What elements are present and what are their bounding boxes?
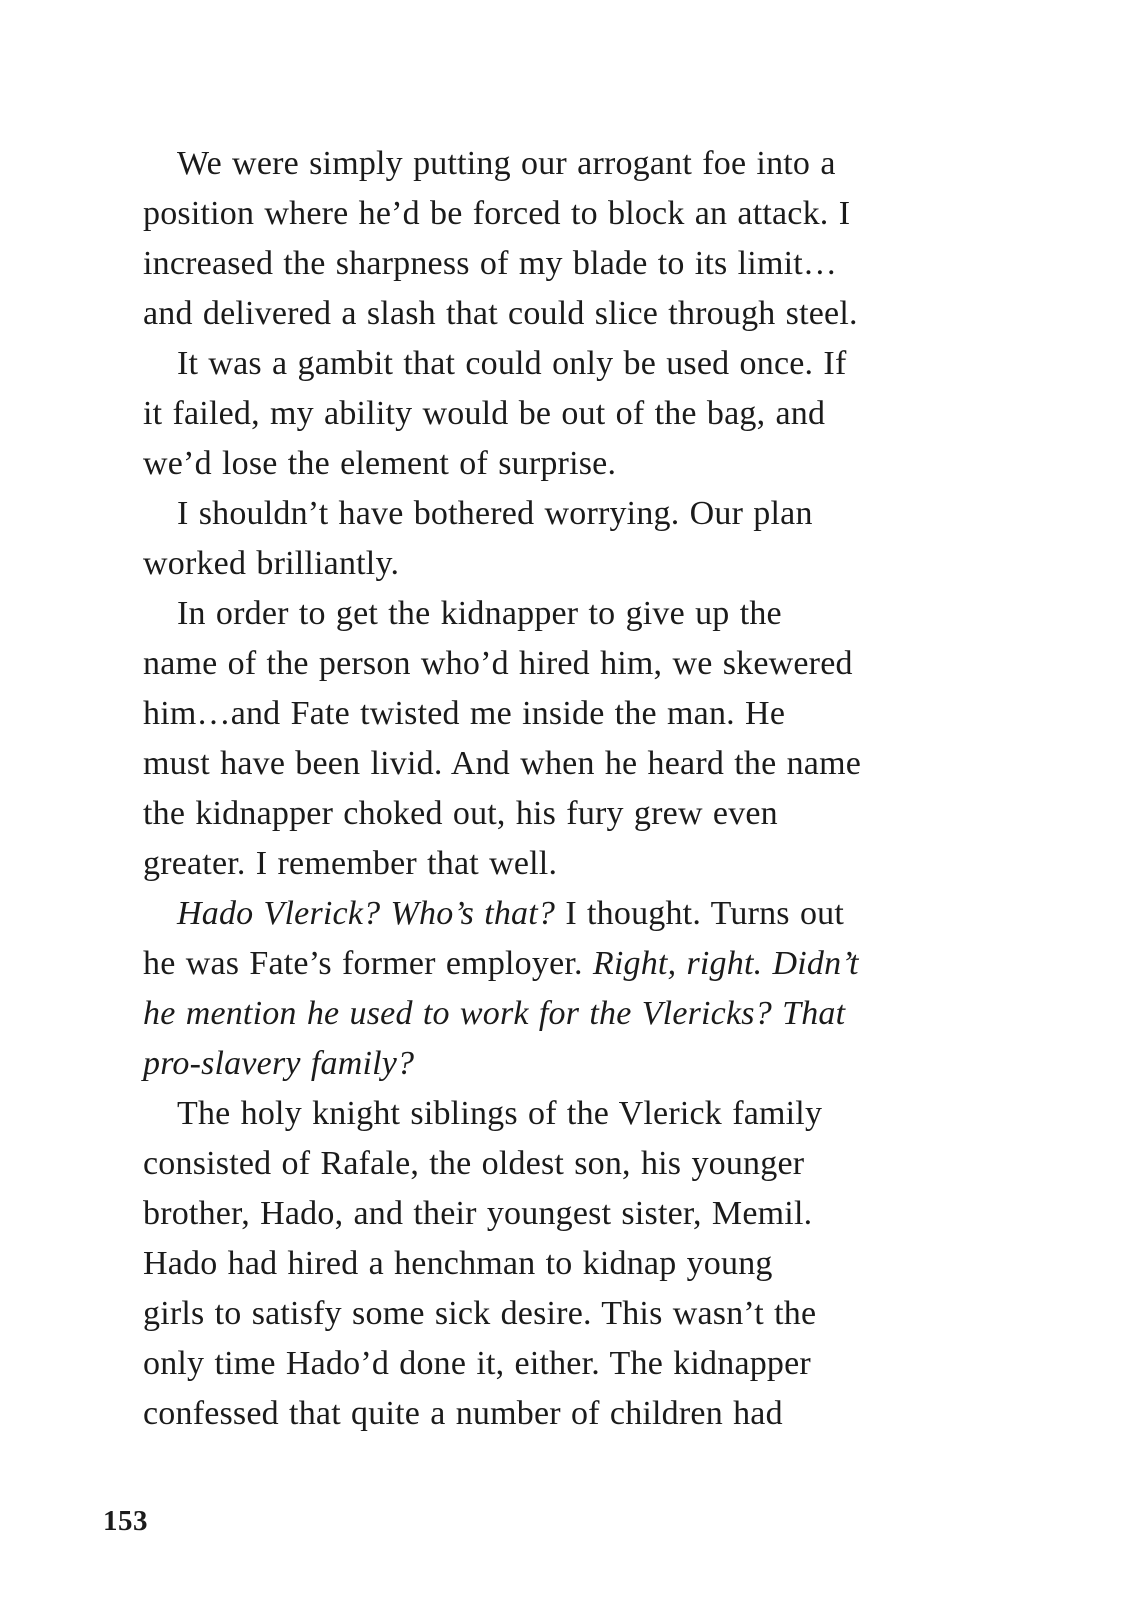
text-line [143, 1289, 943, 1339]
italic-text-segment: Hado Vlerick? Who’s that? [177, 895, 566, 932]
text-segment: only time Hado’d done it, either. The kidnapper [143, 1345, 811, 1382]
text-segment: girls to satisfy some sick desire. This wasn’t the [143, 1295, 817, 1332]
text-line [143, 289, 943, 339]
text-segment: the kidnapper choked out, his fury grew even [143, 795, 778, 832]
text-line [143, 539, 943, 589]
text-line [143, 639, 943, 689]
text-line [143, 389, 943, 439]
italic-text-segment: Right, right. Didn’t [592, 945, 859, 982]
text-line [143, 439, 943, 489]
text-segment: In order to get the kidnapper to give up the [177, 595, 782, 632]
text-segment: It was a gambit that could only be used once. If [177, 345, 847, 382]
text-block [143, 139, 943, 1439]
text-segment: position where he’d be forced to block an attack. I [143, 195, 851, 232]
text-line [143, 939, 943, 989]
text-line [143, 189, 943, 239]
text-segment: he was Fate’s former employer. [143, 945, 593, 982]
text-line [143, 1039, 943, 1089]
text-segment: must have been livid. And when he heard the name [143, 745, 862, 782]
text-line [143, 589, 943, 639]
text-line [143, 839, 943, 889]
paragraph [143, 339, 943, 489]
text-segment: and delivered a slash that could slice through steel. [143, 295, 858, 332]
text-segment: name of the person who’d hired him, we skewered [143, 645, 853, 682]
text-line [143, 1339, 943, 1389]
text-segment: increased the sharpness of my blade to its limit… [143, 245, 838, 282]
text-segment: him…and Fate twisted me inside the man. He [143, 695, 786, 732]
text-segment: consisted of Rafale, the oldest son, his younger [143, 1145, 805, 1182]
text-line [143, 239, 943, 289]
text-line [143, 1139, 943, 1189]
text-segment: it failed, my ability would be out of the bag, and [143, 395, 826, 432]
text-segment: worked brilliantly. [143, 545, 400, 582]
text-line [143, 739, 943, 789]
text-line [143, 339, 943, 389]
text-line [143, 1239, 943, 1289]
italic-text-segment: pro-slavery family? [143, 1045, 415, 1082]
paragraph [143, 139, 943, 339]
page-number: 153 [103, 1505, 148, 1537]
text-line [143, 489, 943, 539]
text-segment: The holy knight siblings of the Vlerick family [177, 1095, 823, 1132]
text-segment: Hado had hired a henchman to kidnap young [143, 1245, 773, 1282]
text-line [143, 989, 943, 1039]
text-line [143, 1389, 943, 1439]
text-segment: We were simply putting our arrogant foe into a [177, 145, 836, 182]
text-segment: we’d lose the element of surprise. [143, 445, 617, 482]
text-segment: I thought. Turns out [565, 895, 844, 932]
text-line [143, 789, 943, 839]
text-line [143, 689, 943, 739]
italic-text-segment: he mention he used to work for the Vlericks? That [143, 995, 846, 1032]
text-segment: confessed that quite a number of children had [143, 1395, 783, 1432]
text-line [143, 889, 943, 939]
text-segment: brother, Hado, and their youngest sister, Memil. [143, 1195, 813, 1232]
paragraph [143, 489, 943, 589]
paragraph [143, 589, 943, 889]
text-segment: I shouldn’t have bothered worrying. Our plan [177, 495, 813, 532]
text-segment: greater. I remember that well. [143, 845, 558, 882]
text-line [143, 1189, 943, 1239]
paragraph [143, 889, 943, 1089]
text-line [143, 1089, 943, 1139]
paragraph [143, 1089, 943, 1439]
text-line [143, 139, 943, 189]
